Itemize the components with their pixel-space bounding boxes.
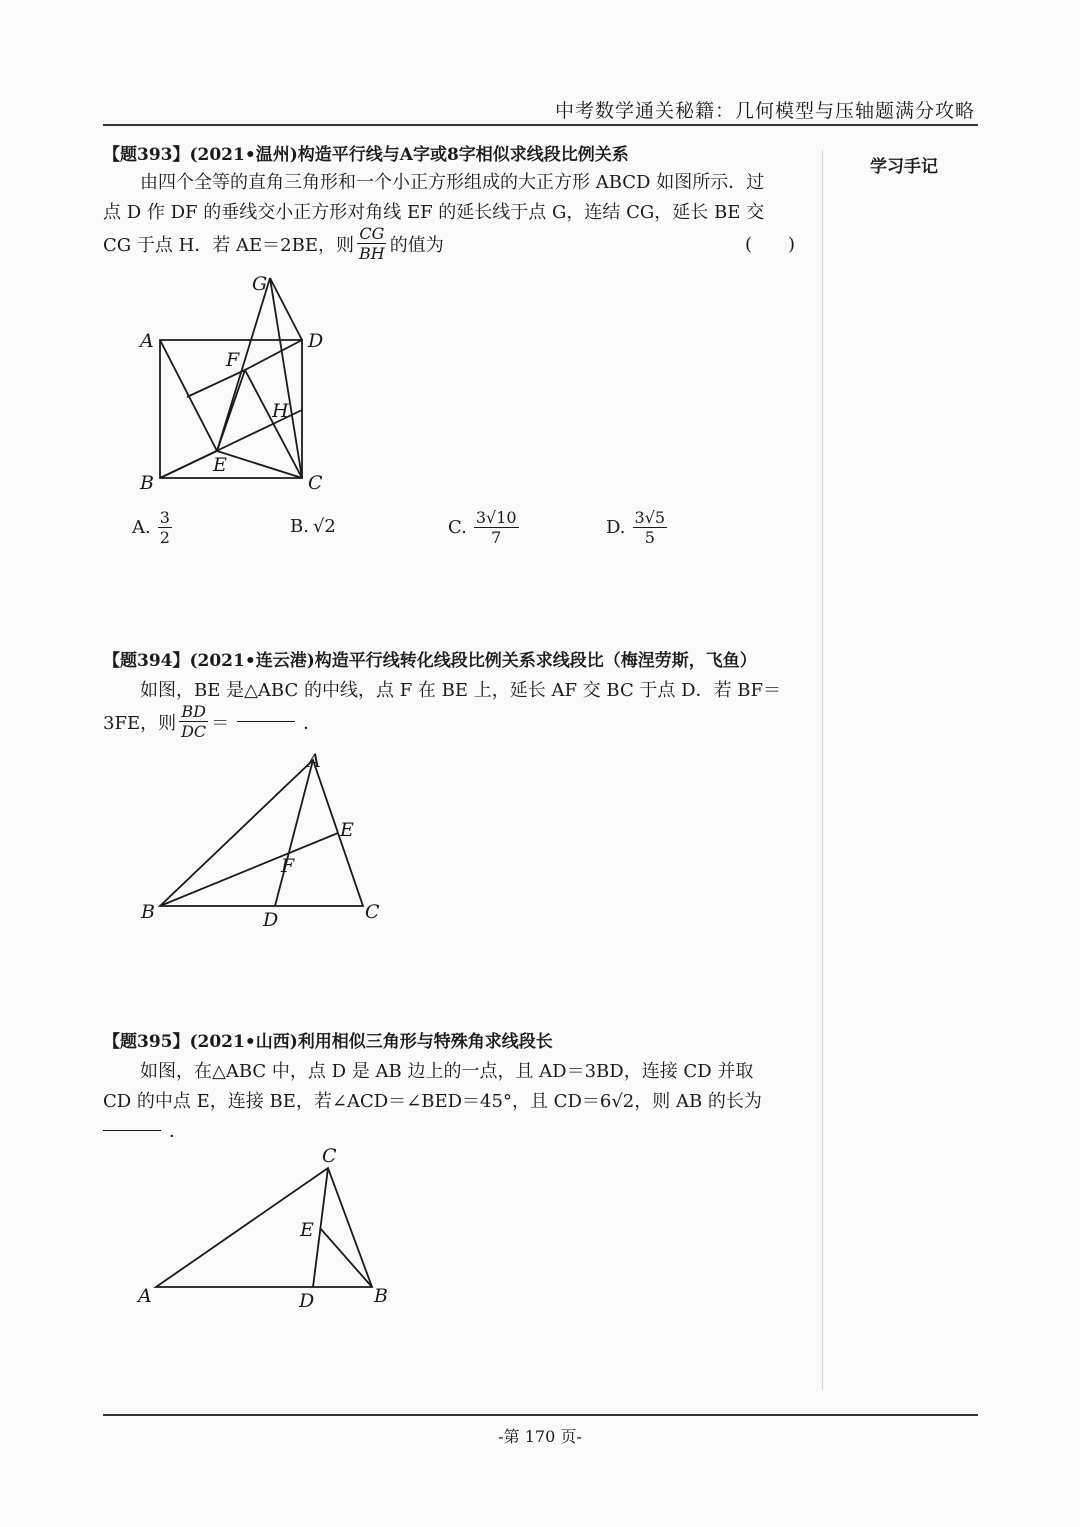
- q394-frac-num: BD: [181, 702, 206, 721]
- q395-title: 【题395】(2021•山西)利用相似三角形与特殊角求线段长: [103, 1032, 553, 1052]
- q393-frac-num: CG: [359, 224, 385, 243]
- option-d-letter: D.: [606, 517, 626, 538]
- median-be: [160, 833, 338, 906]
- q395-answer-blank[interactable]: [103, 1130, 161, 1131]
- notes-divider: [822, 150, 823, 1390]
- triangle-abc: [156, 1168, 372, 1287]
- q393-option-a[interactable]: [132, 508, 175, 547]
- q394-line2-text: 3FE，则: [103, 712, 177, 734]
- q395-line2: CD 的中点 E，连接 BE，若∠ACD＝∠BED＝45°，且 CD＝6√2，则 AB 的长为: [103, 1091, 762, 1112]
- option-d-num: 3√5: [634, 508, 666, 527]
- q393-option-c[interactable]: [448, 508, 522, 547]
- option-a-fraction: [158, 508, 172, 547]
- header-rule: [103, 124, 978, 126]
- q394-title: 【题394】(2021•连云港)构造平行线转化线段比例关系求线段比（梅涅劳斯，飞鱼）: [103, 651, 757, 671]
- q393-label-e: E: [213, 454, 227, 476]
- q394-figure: [135, 748, 395, 933]
- q393-option-b[interactable]: [290, 516, 336, 537]
- q395-label-a: A: [138, 1285, 152, 1307]
- option-c-num: 3√10: [475, 508, 517, 527]
- triangle-abe: [160, 340, 217, 478]
- q394-equals: ＝: [211, 712, 230, 734]
- q395-label-c: C: [322, 1145, 337, 1167]
- q393-frac-den: BH: [358, 244, 385, 263]
- option-c-letter: C.: [448, 517, 467, 538]
- q393-line3: [103, 224, 803, 263]
- q394-label-d: D: [263, 909, 279, 931]
- q394-label-b: B: [141, 901, 155, 923]
- segment-eg: [217, 278, 270, 451]
- q393-label-a: A: [140, 330, 154, 352]
- q395-figure: [130, 1140, 400, 1320]
- study-notes-label: 学习手记: [870, 157, 938, 177]
- q393-label-h: H: [272, 400, 289, 422]
- running-header: 中考数学通关秘籍：几何模型与压轴题满分攻略: [554, 100, 975, 122]
- q393-label-c: C: [308, 472, 323, 494]
- q395-label-b: B: [374, 1285, 388, 1307]
- option-d-fraction: [633, 508, 668, 547]
- option-b-letter: B.: [290, 516, 309, 537]
- triangle-abc: [160, 760, 363, 906]
- q393-label-g: G: [252, 273, 268, 295]
- option-d-den: 5: [644, 528, 655, 547]
- q394-fraction: [179, 702, 208, 741]
- segment-be: [320, 1228, 372, 1287]
- q395-label-e: E: [300, 1219, 314, 1241]
- q394-label-a: A: [307, 750, 321, 772]
- option-a-letter: A.: [132, 517, 151, 538]
- q395-line1: 如图，在△ABC 中，点 D 是 AB 边上的一点，且 AD＝3BD，连接 CD 并取: [140, 1061, 754, 1082]
- q394-label-f: F: [281, 855, 295, 877]
- option-b-value: √2: [312, 516, 336, 537]
- footer-rule: [103, 1414, 978, 1416]
- q393-title: 【题393】(2021•温州)构造平行线与A字或8字相似求线段比例关系: [103, 145, 629, 165]
- option-a-den: 2: [159, 528, 170, 547]
- q394-frac-den: DC: [181, 722, 207, 741]
- q394-line2: [103, 702, 803, 741]
- option-c-fraction: [474, 508, 519, 547]
- q393-label-d: D: [308, 330, 324, 352]
- q393-option-d[interactable]: [606, 508, 670, 547]
- segment-ad: [275, 760, 313, 906]
- segment-cd: [313, 1168, 328, 1287]
- q393-fraction: [357, 224, 387, 263]
- q393-line1: 由四个全等的直角三角形和一个小正方形组成的大正方形 ABCD 如图所示．过: [140, 172, 765, 193]
- page-number: -第 170 页-: [498, 1427, 582, 1446]
- q394-answer-blank[interactable]: [237, 721, 295, 722]
- q394-label-e: E: [340, 819, 354, 841]
- q394-period: ．: [303, 712, 322, 734]
- q395-period: ．: [169, 1121, 187, 1142]
- option-c-den: 7: [491, 528, 502, 547]
- q393-label-b: B: [140, 472, 154, 494]
- q394-line1: 如图，BE 是△ABC 的中线，点 F 在 BE 上，延长 AF 交 BC 于点 D．若 BF＝: [140, 680, 782, 701]
- q393-answer-bracket: ( ): [745, 234, 796, 255]
- q395-label-d: D: [299, 1290, 315, 1312]
- q394-label-c: C: [365, 901, 380, 923]
- option-a-num: 3: [159, 508, 170, 527]
- q393-label-f: F: [226, 349, 240, 371]
- q393-line3-text: CG 于点 H．若 AE＝2BE，则: [103, 234, 354, 256]
- q393-figure: [130, 265, 360, 500]
- q393-line2: 点 D 作 DF 的垂线交小正方形对角线 EF 的延长线于点 G，连结 CG，延长 BE 交: [103, 202, 765, 223]
- q393-line3-end: 的值为: [389, 234, 444, 256]
